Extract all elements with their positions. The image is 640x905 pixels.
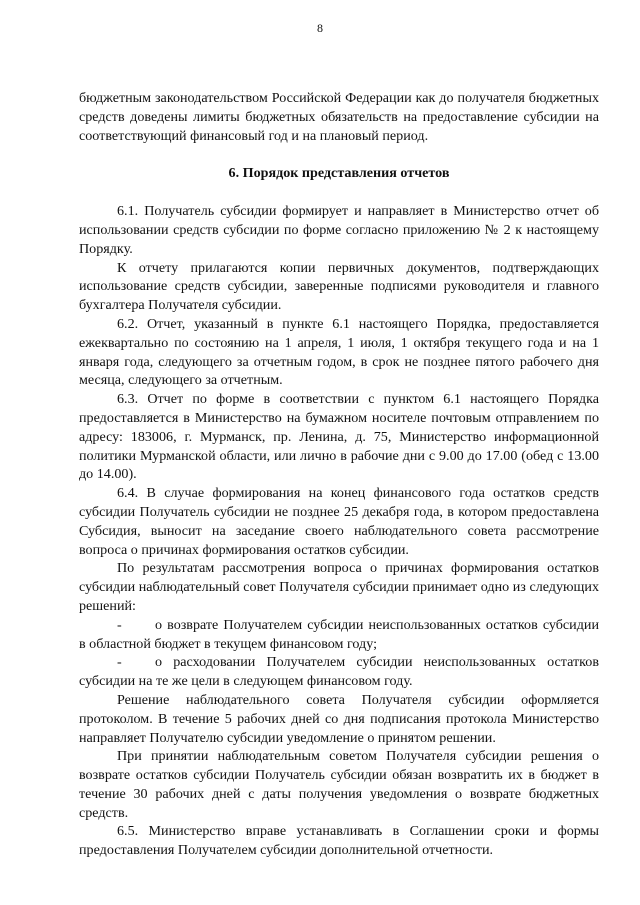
paragraph-6-1: 6.1. Получатель субсидии формирует и направляет в Министерство отчет об использовании средств субсидии по форме согласно приложению № 2 к настоящему Порядку. [79, 203, 599, 257]
list-item [79, 616, 599, 654]
document-body [79, 89, 599, 860]
paragraph-6-5: 6.5. Министерство вправе устанавливать в Соглашении сроки и формы предоставления Получателем субсидии дополнительной отчетности. [79, 823, 599, 859]
paragraph-attachments: К отчету прилагаются копии первичных документов, подтверждающих использование средств субсидии, заверенные подписями руководителя и главного бухгалтера Получателя субсидии. [79, 259, 599, 314]
list-marker: - [117, 654, 122, 671]
paragraph-6-2: 6.2. Отчет, указанный в пункте 6.1 настоящего Порядка, предоставляется ежеквартально по состоянию на 1 апреля, 1 июля, 1 октября текущего года и на 1 января года, следующего за отчетным годом, в срок не позднее пятого рабочего дня месяца, следующего за отчетным. [79, 315, 599, 389]
paragraph-decision-protocol: Решение наблюдательного совета Получателя субсидии оформляется протоколом. В течение 5 рабочих дней со дня подписания протокола Министерство направляет Получателю субсидии уведомление о принятом решении. [79, 691, 599, 746]
paragraph-return-funds: При принятии наблюдательным советом Получателя субсидии решения о возврате остатков субсидии Получатель субсидии обязан возвратить их в бюджет в течение 30 рабочих дней с даты получения уведомления о возврате бюджетных средств. [79, 748, 599, 821]
list-item-text: о расходовании Получателем субсидии неиспользованных остатков субсидии на те же цели в следующем финансовом году. [79, 654, 599, 690]
paragraph-6-4: 6.4. В случае формирования на конец финансового года остатков средств субсидии Получатель субсидии не позднее 25 декабря года, в котором предоставлена Субсидия, выносит на заседание своего наблюдательного совета рассмотрение вопроса о причинах формирования остатков субсидии. [79, 485, 599, 558]
list-marker: - [117, 616, 122, 633]
paragraph-6-3: 6.3. Отчет по форме в соответствии с пунктом 6.1 настоящего Порядка предоставляется в Министерство на бумажном носителе почтовым отправлением по адресу: 183006, г. Мурманск, пр. Ленина, д. 75, Министерство информационной политики Мурманской области, или лично в рабочие дни с 9.00 до 17.00 (обед с 13.00 до 14.00). [79, 391, 599, 483]
page-number: 8 [317, 21, 323, 35]
section-title: 6. Порядок представления отчетов [228, 165, 450, 182]
list-item [79, 653, 599, 691]
paragraph-decision-options: По результатам рассмотрения вопроса о причинах формирования остатков субсидии наблюдательный совет Получателя субсидии принимает одно из следующих решений: [79, 560, 599, 614]
list-item-text: о возврате Получателем субсидии неиспользованных остатков субсидии в областной бюджет в текущем финансовом году; [79, 616, 599, 652]
intro-paragraph: бюджетным законодательством Российской Федерации как до получателя бюджетных средств доведены лимиты бюджетных обязательств на предоставление субсидии на соответствующий финансовый год и на плановый период. [79, 90, 599, 144]
